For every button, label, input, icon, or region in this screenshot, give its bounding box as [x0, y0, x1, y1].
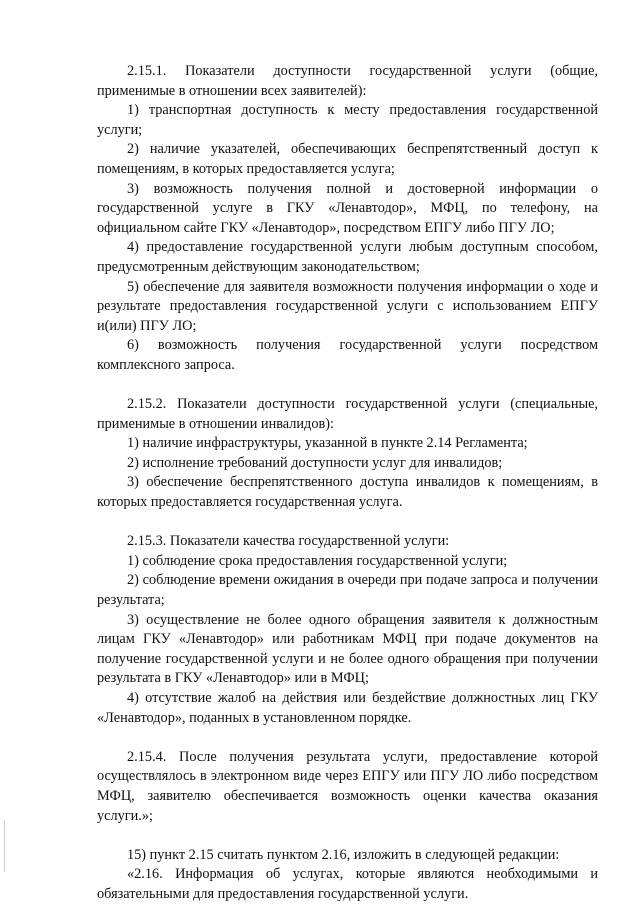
section-2-15-2 [97, 395, 598, 513]
paragraph: 2) наличие указателей, обеспечивающих беспрепятственный доступ к помещениям, в которых предоставляется услуга; [97, 141, 598, 177]
scan-edge-mark [4, 820, 5, 872]
section-2-15-3 [97, 532, 598, 728]
paragraph: 2.15.1. Показатели доступности государственной услуги (общие, применимые в отношении всех заявителей): [97, 63, 598, 99]
paragraph: 1) соблюдение срока предоставления государственной услуги; [127, 552, 508, 569]
document-body [97, 62, 598, 905]
section-item-15 [97, 846, 598, 905]
paragraph: 6) возможность получения государственной услуги посредством комплексного запроса. [97, 337, 598, 373]
paragraph: 2.15.4. После получения результата услуги, предоставление которой осуществлялось в электронном виде через ЕПГУ или ПГУ ЛО либо посредством МФЦ, заявителю обеспечивается возможность оценки качества оказания услуги.»; [97, 748, 598, 824]
paragraph: 3) возможность получения полной и достоверной информации о государственной услуге в ГКУ «Ленавтодор», МФЦ, по телефону, на официальном сайте ГКУ «Ленавтодор», посредством ЕПГУ либо ПГУ ЛО; [97, 180, 598, 236]
paragraph: 5) обеспечение для заявителя возможности получения информации о ходе и результате предоставления государственной услуги с использованием ЕПГУ и(или) ПГУ ЛО; [97, 278, 598, 334]
paragraph: 2) исполнение требований доступности услуг для инвалидов; [127, 454, 503, 471]
section-spacer [97, 728, 598, 748]
paragraph: «2.16. Информация об услугах, которые являются необходимыми и обязательными для предоставления государственной услуги. [97, 866, 598, 902]
section-2-15-4 [97, 748, 598, 826]
paragraph: 1) транспортная доступность к месту предоставления государственной услуги; [97, 102, 598, 138]
section-spacer [97, 376, 598, 396]
paragraph: 3) обеспечение беспрепятственного доступа инвалидов к помещениям, в которых предоставляется государственная услуга. [97, 474, 598, 511]
paragraph: 2.15.2. Показатели доступности государственной услуги (специальные, применимые в отношении инвалидов): [97, 396, 598, 432]
paragraph: 3) осуществление не более одного обращения заявителя к должностным лицам ГКУ «Ленавтодор» или работникам МФЦ при подаче документов на получение государственной услуги и не более одного обращения при получении результата в ГКУ «Ленавтодор» или в МФЦ; [97, 611, 598, 687]
paragraph: 2) соблюдение времени ожидания в очереди при подаче запроса и получении результата; [97, 572, 598, 609]
paragraph: 4) отсутствие жалоб на действия или бездействие должностных лиц ГКУ «Ленавтодор», поданных в установленном порядке. [97, 690, 598, 726]
paragraph: 2.15.3. Показатели качества государственной услуги: [127, 533, 450, 550]
section-spacer [97, 513, 598, 533]
paragraph: 4) предоставление государственной услуги любым доступным способом, предусмотренным действующим законодательством; [97, 239, 598, 275]
paragraph: 15) пункт 2.15 считать пунктом 2.16, изложить в следующей редакции: [127, 846, 560, 863]
paragraph: 1) наличие инфраструктуры, указанной в пункте 2.14 Регламента; [127, 435, 528, 452]
section-spacer [97, 826, 598, 846]
section-2-15-1 [97, 62, 598, 376]
